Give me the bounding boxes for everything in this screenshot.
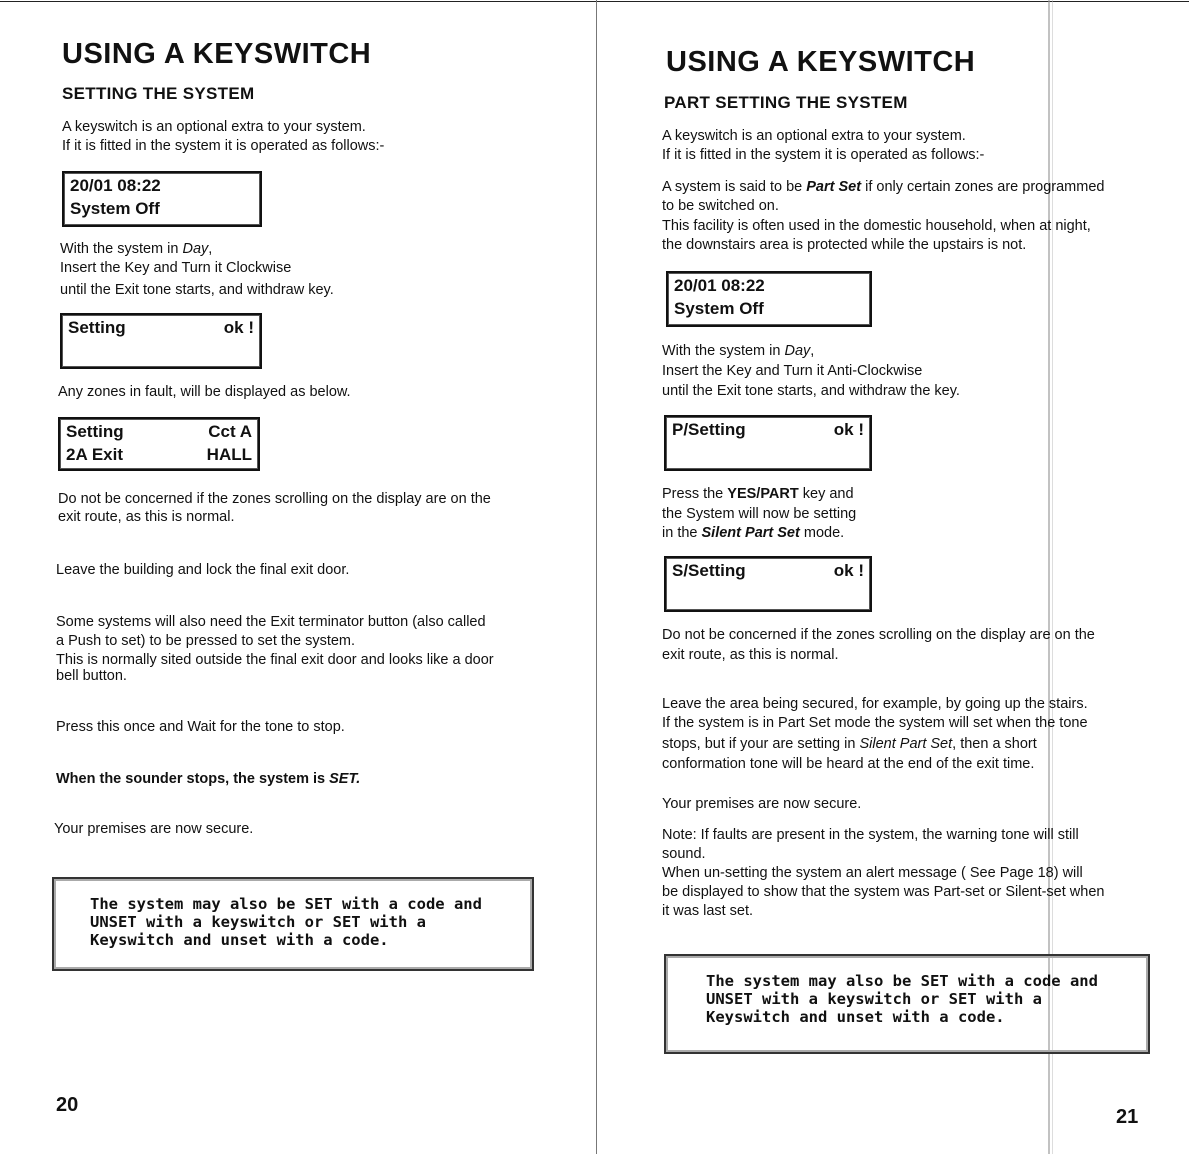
- display-line-2: System Off: [70, 199, 160, 218]
- note-a-line-2: sound.: [662, 846, 706, 862]
- press-text: Press this once and Wait for the tone to stop.: [56, 719, 345, 735]
- display-left: Setting: [68, 318, 126, 337]
- concern-line-1: Do not be concerned if the zones scrolling on the display are on the: [58, 491, 491, 507]
- fault-text: Any zones in fault, will be displayed as below.: [58, 384, 351, 400]
- terminator-line-4: bell button.: [56, 668, 127, 684]
- terminator-line-1: Some systems will also need the Exit terminator button (also called: [56, 614, 486, 630]
- step-line-1: With the system in Day,: [662, 343, 815, 359]
- part-line-4: the downstairs area is protected while the upstairs is not.: [662, 237, 1027, 253]
- sounder-text: When the sounder stops, the system is SET.: [56, 771, 361, 787]
- keypad-display-fault: [58, 417, 260, 471]
- terminator-line-3: This is normally sited outside the final exit door and looks like a door: [56, 652, 494, 668]
- step-line-2: Insert the Key and Turn it Clockwise: [60, 260, 292, 276]
- intro-line-1: A keyswitch is an optional extra to your system.: [62, 119, 366, 135]
- concern-line-1: Do not be concerned if the zones scrolling on the display are on the: [662, 627, 1095, 643]
- display-left: S/Setting: [672, 561, 746, 580]
- page-title: USING A KEYSWITCH: [666, 46, 976, 78]
- intro-line-2: If it is fitted in the system it is operated as follows:-: [62, 138, 385, 154]
- secure-text: Your premises are now secure.: [54, 821, 254, 837]
- step-line-3: until the Exit tone starts, and withdraw the key.: [662, 383, 960, 399]
- intro-line-1: A keyswitch is an optional extra to your system.: [662, 128, 966, 144]
- note-a-line-3: When un-setting the system an alert message ( See Page 18) will: [662, 865, 1083, 881]
- concern-line-2: exit route, as this is normal.: [58, 509, 235, 525]
- display-line-2: System Off: [674, 299, 764, 318]
- leave-line-1: Leave the area being secured, for example, by going up the stairs.: [662, 696, 1088, 712]
- note-box: [52, 877, 534, 971]
- display-right: ok !: [223, 318, 254, 337]
- keypad-display-system-off: [666, 271, 872, 327]
- note-a-line-1: Note: If faults are present in the system, the warning tone will still: [662, 827, 1079, 843]
- keypad-display-ssetting: [664, 556, 872, 612]
- display-left: P/Setting: [672, 420, 746, 439]
- display-line-1: 20/01 08:22: [70, 176, 161, 195]
- display-right: ok !: [833, 420, 864, 439]
- display-r1-left: Setting: [66, 422, 124, 441]
- keypad-display-psetting: [664, 415, 872, 471]
- note-a-line-4: be displayed to show that the system was Part-set or Silent-set when: [662, 884, 1105, 900]
- note-a-line-5: it was last set.: [662, 903, 754, 919]
- keypad-display-system-off: [62, 171, 262, 227]
- page-number: 21: [1116, 1106, 1139, 1128]
- display-r2-left: 2A Exit: [66, 445, 124, 464]
- note-line-3: Keyswitch and unset with a code.: [90, 931, 389, 949]
- note-line-2: UNSET with a keyswitch or SET with a: [90, 913, 426, 931]
- yes-line-3: in the Silent Part Set mode.: [662, 525, 845, 541]
- page-number: 20: [56, 1094, 79, 1116]
- page-spine: [596, 0, 597, 1154]
- display-line-1: 20/01 08:22: [674, 276, 765, 295]
- display-right: ok !: [833, 561, 864, 580]
- terminator-line-2: a Push to set) to be pressed to set the system.: [56, 633, 356, 649]
- step-line-3: until the Exit tone starts, and withdraw key.: [60, 282, 334, 298]
- leave-text: Leave the building and lock the final exit door.: [56, 562, 350, 578]
- section-subtitle: PART SETTING THE SYSTEM: [664, 93, 908, 112]
- keypad-display-setting: [60, 313, 262, 369]
- note-line-1: The system may also be SET with a code and: [706, 972, 1098, 990]
- right-page: [598, 0, 1189, 1154]
- intro-line-2: If it is fitted in the system it is operated as follows:-: [662, 147, 985, 163]
- part-line-1: A system is said to be Part Set if only certain zones are programmed: [662, 179, 1105, 195]
- note-line-3: Keyswitch and unset with a code.: [706, 1008, 1005, 1026]
- part-line-2: to be switched on.: [662, 198, 779, 214]
- display-r2-right: HALL: [206, 445, 252, 464]
- yes-line-1: Press the YES/PART key and: [662, 486, 854, 502]
- note-line-1: The system may also be SET with a code and: [90, 895, 482, 913]
- note-line-2: UNSET with a keyswitch or SET with a: [706, 990, 1042, 1008]
- part-line-3: This facility is often used in the domestic household, when at night,: [662, 218, 1091, 234]
- concern-line-2: exit route, as this is normal.: [662, 647, 839, 663]
- leave-line-4: conformation tone will be heard at the end of the exit time.: [662, 756, 1035, 772]
- step-line-2: Insert the Key and Turn it Anti-Clockwise: [662, 363, 923, 379]
- leave-line-2: If the system is in Part Set mode the system will set when the tone: [662, 715, 1088, 731]
- note-box: [664, 954, 1150, 1054]
- secure-text: Your premises are now secure.: [662, 796, 862, 812]
- yes-line-2: the System will now be setting: [662, 506, 857, 522]
- step-line-1: With the system in Day,: [60, 241, 213, 257]
- display-r1-right: Cct A: [208, 422, 252, 441]
- leave-line-3: stops, but if your are setting in Silent Part Set, then a short: [662, 736, 1037, 752]
- section-subtitle: SETTING THE SYSTEM: [62, 84, 255, 103]
- page-title: USING A KEYSWITCH: [62, 38, 372, 70]
